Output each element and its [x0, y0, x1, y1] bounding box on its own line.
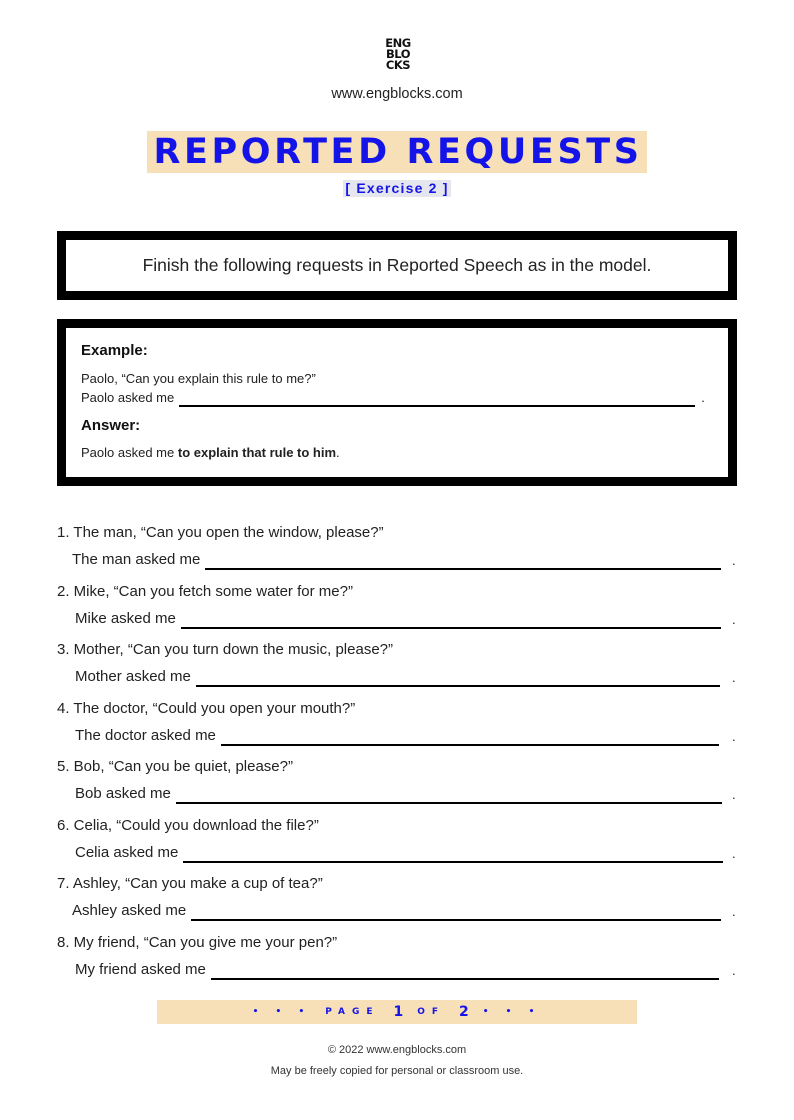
- engblocks-logo: [381, 38, 415, 71]
- end-dot: .: [732, 553, 736, 568]
- pager-dots-left: • • •: [252, 1007, 312, 1017]
- list-item: [57, 933, 747, 992]
- pager-page-word: PAGE: [325, 1007, 380, 1017]
- answer-bold: to explain that rule to him: [177, 445, 337, 460]
- example-answer-blank[interactable]: [179, 391, 695, 407]
- answer-prompt: The doctor asked me: [75, 726, 216, 744]
- answer-blank[interactable]: [205, 554, 721, 570]
- pager-current: 1: [393, 1004, 404, 1020]
- list-item: [57, 699, 747, 758]
- answer-heading: Answer:: [81, 417, 141, 434]
- example-quote: Paolo, “Can you explain this rule to me?”: [81, 371, 316, 386]
- example-end-dot: .: [701, 390, 705, 405]
- end-dot: .: [732, 962, 736, 978]
- list-item: [57, 757, 747, 816]
- answer-prompt: Mother asked me: [75, 668, 191, 685]
- answer-prompt: My friend asked me: [75, 960, 206, 978]
- answer-end: .: [336, 445, 340, 460]
- question-text: 4. The doctor, “Could you open your mouth?”: [57, 699, 356, 717]
- answer-row: [72, 901, 721, 921]
- answer-row: [75, 843, 723, 863]
- question-text: 2. Mike, “Can you fetch some water for me?”: [57, 582, 353, 600]
- answer-row: [75, 667, 720, 687]
- end-dot: .: [732, 845, 736, 861]
- end-dot: .: [732, 787, 736, 802]
- end-dot: .: [732, 611, 736, 627]
- example-answer: [81, 443, 713, 463]
- end-dot: .: [732, 904, 736, 919]
- answer-row: [75, 784, 722, 804]
- end-dot: .: [732, 728, 736, 744]
- question-text: 8. My friend, “Can you give me your pen?”: [57, 933, 338, 951]
- question-text: 1. The man, “Can you open the window, please?”: [57, 524, 384, 541]
- answer-blank[interactable]: [211, 964, 719, 980]
- list-item: [57, 874, 747, 933]
- logo-line-3: CKS: [385, 58, 411, 72]
- instruction-box: [57, 231, 737, 300]
- list-item: [57, 816, 747, 875]
- instruction-text: Finish the following requests in Reported Speech as in the model.: [142, 255, 652, 275]
- page-indicator: [157, 1000, 637, 1024]
- question-text: 7. Ashley, “Can you make a cup of tea?”: [57, 875, 323, 892]
- answer-blank[interactable]: [191, 905, 721, 921]
- example-box: [57, 319, 737, 486]
- answer-prompt: Ashley asked me: [72, 902, 187, 919]
- logo-line-1: ENG: [385, 36, 411, 50]
- answer-blank[interactable]: [183, 847, 723, 863]
- example-prompt-row: [81, 389, 713, 407]
- site-url[interactable]: www.engblocks.com: [331, 86, 463, 102]
- answer-row: [75, 609, 721, 629]
- exercise-list: [57, 523, 747, 991]
- pager-total: 2: [459, 1004, 469, 1020]
- answer-blank[interactable]: [221, 730, 719, 746]
- answer-prompt: Paolo asked me: [81, 445, 175, 460]
- worksheet-title: REPORTED REQUESTS: [147, 131, 646, 173]
- answer-prompt: Bob asked me: [75, 785, 171, 802]
- answer-blank[interactable]: [196, 671, 720, 687]
- answer-blank[interactable]: [181, 613, 721, 629]
- list-item: [57, 582, 747, 641]
- answer-row: [75, 726, 719, 746]
- end-dot: .: [732, 670, 736, 685]
- pager-of-word: OF: [417, 1007, 446, 1017]
- question-text: 6. Celia, “Could you download the file?”: [57, 816, 319, 834]
- pager-dots-right: • • •: [482, 1007, 542, 1017]
- question-text: 5. Bob, “Can you be quiet, please?”: [57, 758, 293, 775]
- answer-prompt: The man asked me: [72, 551, 201, 568]
- exercise-label: [ Exercise 2 ]: [345, 180, 449, 196]
- answer-row: [72, 550, 721, 570]
- answer-row: [75, 960, 719, 980]
- logo-line-2: BLO: [386, 47, 410, 61]
- footer-license: May be freely copied for personal or classroom use.: [270, 1065, 524, 1077]
- example-prompt: Paolo asked me: [81, 390, 175, 405]
- answer-prompt: Mike asked me: [75, 609, 176, 627]
- list-item: [57, 640, 747, 699]
- list-item: [57, 523, 747, 582]
- example-heading: Example:: [81, 342, 148, 359]
- footer-copyright: © 2022 www.engblocks.com: [327, 1044, 467, 1056]
- question-text: 3. Mother, “Can you turn down the music, please?”: [57, 641, 394, 658]
- answer-blank[interactable]: [176, 788, 722, 804]
- answer-prompt: Celia asked me: [75, 843, 179, 861]
